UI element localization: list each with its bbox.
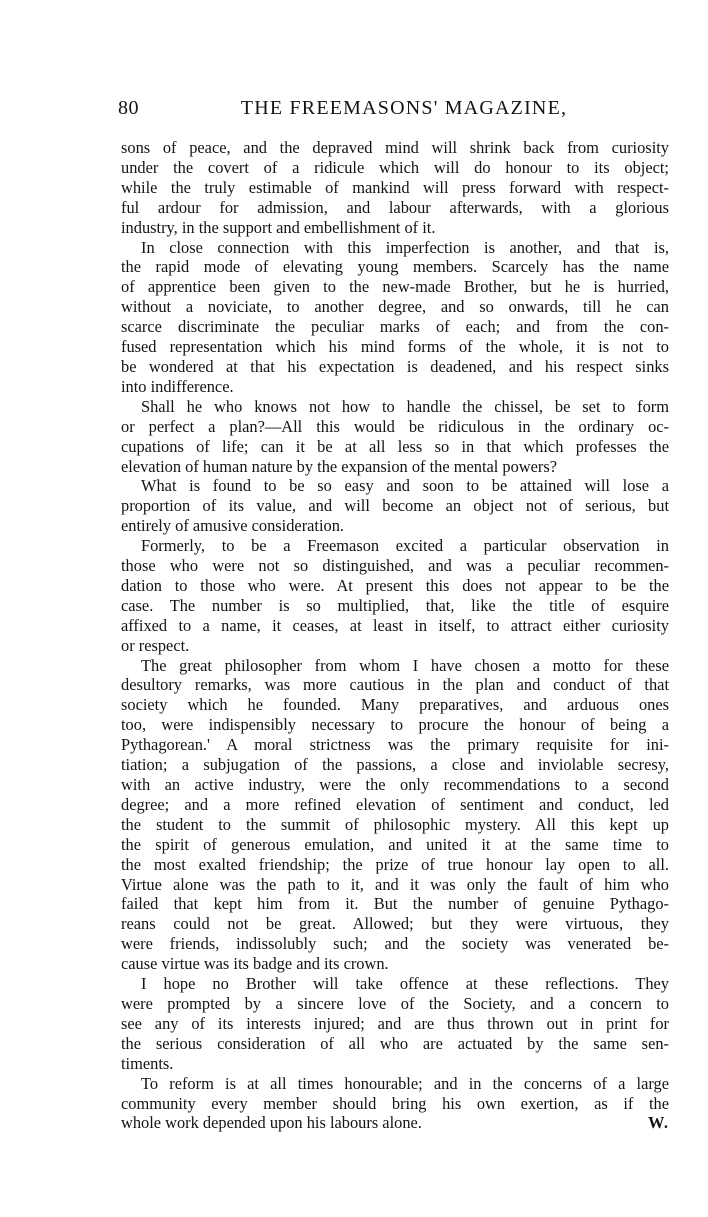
- paragraph: [121, 974, 669, 1074]
- text-line: were friends, indissolubly such; and the society was venerated be-: [121, 934, 669, 954]
- paragraph: [121, 476, 669, 536]
- text-line: degree; and a more refined elevation of sentiment and conduct, led: [121, 794, 669, 814]
- paragraph: [121, 656, 669, 975]
- paragraph: [121, 397, 669, 477]
- text-line: the rapid mode of elevating young members. Scarcely has the name: [121, 257, 669, 277]
- text-line: of apprentice been given to the new-made Brother, but he is hurried,: [121, 277, 669, 297]
- closing-line: [121, 1113, 669, 1133]
- text-line: In close connection with this imperfection is another, and that is,: [141, 237, 669, 257]
- text-line: industry, in the support and embellishment of it.: [121, 217, 436, 237]
- text-line: tiation; a subjugation of the passions, a close and inviolable secresy,: [121, 755, 669, 775]
- text-line: cupations of life; can it be at all less so in that which professes the: [121, 436, 669, 456]
- paragraph: [121, 238, 669, 397]
- text-line: Pythagorean.' A moral strictness was the primary requisite for ini-: [121, 735, 669, 755]
- text-line: while the truly estimable of mankind will press forward with respect-: [121, 177, 669, 197]
- text-line: those who were not so distinguished, and was a peculiar recommen-: [121, 556, 669, 576]
- text-line: were prompted by a sincere love of the Society, and a concern to: [121, 993, 669, 1013]
- text-line: failed that kept him from it. But the number of genuine Pythago-: [121, 894, 669, 914]
- running-head: [118, 97, 670, 123]
- text-line: be wondered at that his expectation is deadened, and his respect sinks: [121, 356, 669, 376]
- text-line: under the covert of a ridicule which will do honour to its object;: [121, 157, 669, 177]
- text-line: Shall he who knows not how to handle the chissel, be set to form: [141, 396, 669, 416]
- text-line: desultory remarks, was more cautious in the plan and conduct of that: [121, 675, 669, 695]
- text-line: see any of its interests injured; and are thus thrown out in print for: [121, 1013, 669, 1033]
- running-title: THE FREEMASONS' MAGAZINE,: [240, 97, 568, 119]
- text-line: the most exalted friendship; the prize of true honour lay open to all.: [121, 854, 669, 874]
- text-line: Formerly, to be a Freemason excited a particular observation in: [141, 536, 669, 556]
- text-line: What is found to be so easy and soon to be attained will lose a: [141, 476, 669, 496]
- text-line: or respect.: [121, 635, 190, 655]
- text-line: the spirit of generous emulation, and united it at the same time to: [121, 834, 669, 854]
- text-line: scarce discriminate the peculiar marks of each; and from the con-: [121, 317, 669, 337]
- text-line: sons of peace, and the depraved mind will shrink back from curiosity: [121, 138, 669, 157]
- page-number: 80: [118, 97, 139, 119]
- paragraph: [121, 1074, 669, 1114]
- text-line: with an active industry, were the only recommendations to a second: [121, 775, 669, 794]
- author-signature: W.: [648, 1113, 669, 1133]
- text-line: Virtue alone was the path to it, and it was only the fault of him who: [121, 874, 669, 894]
- text-line: community every member should bring his own exertion, as if the: [121, 1093, 669, 1113]
- text-line: To reform is at all times honourable; and in the concerns of a large: [141, 1073, 669, 1093]
- text-line: too, were indispensibly necessary to procure the honour of being a: [121, 715, 669, 735]
- text-line: reans could not be great. Allowed; but they were virtuous, they: [121, 914, 669, 934]
- text-line: cause virtue was its badge and its crown.: [121, 954, 389, 974]
- text-line: fused representation which his mind forms of the whole, it is not to: [121, 337, 669, 357]
- text-line: entirely of amusive consideration.: [121, 516, 345, 536]
- text-line: the serious consideration of all who are actuated by the same sen-: [121, 1033, 669, 1053]
- text-line: timents.: [121, 1053, 174, 1073]
- text-line: society which he founded. Many preparatives, and arduous ones: [121, 695, 669, 715]
- text-line: I hope no Brother will take offence at these reflections. They: [141, 974, 669, 994]
- text-line: ful ardour for admission, and labour afterwards, with a glorious: [121, 197, 669, 217]
- text-line: or perfect a plan?—All this would be ridiculous in the ordinary oc-: [121, 416, 669, 436]
- text-line: elevation of human nature by the expansion of the mental powers?: [121, 456, 558, 476]
- text-line: into indifference.: [121, 376, 234, 396]
- text-line: dation to those who were. At present this does not appear to be the: [121, 575, 669, 595]
- paragraph: [121, 138, 669, 238]
- body-text: [121, 138, 669, 1133]
- text-line: affixed to a name, it ceases, at least in itself, to attract either curiosity: [121, 615, 669, 635]
- paragraph: [121, 536, 669, 655]
- text-line: the student to the summit of philosophic mystery. All this kept up: [121, 814, 669, 834]
- closing-text: whole work depended upon his labours alone.: [121, 1113, 422, 1133]
- text-line: without a noviciate, to another degree, and so onwards, till he can: [121, 297, 669, 317]
- text-line: case. The number is so multiplied, that, like the title of esquire: [121, 595, 669, 615]
- text-line: The great philosopher from whom I have chosen a motto for these: [141, 655, 669, 675]
- text-line: proportion of its value, and will become an object not of serious, but: [121, 496, 669, 516]
